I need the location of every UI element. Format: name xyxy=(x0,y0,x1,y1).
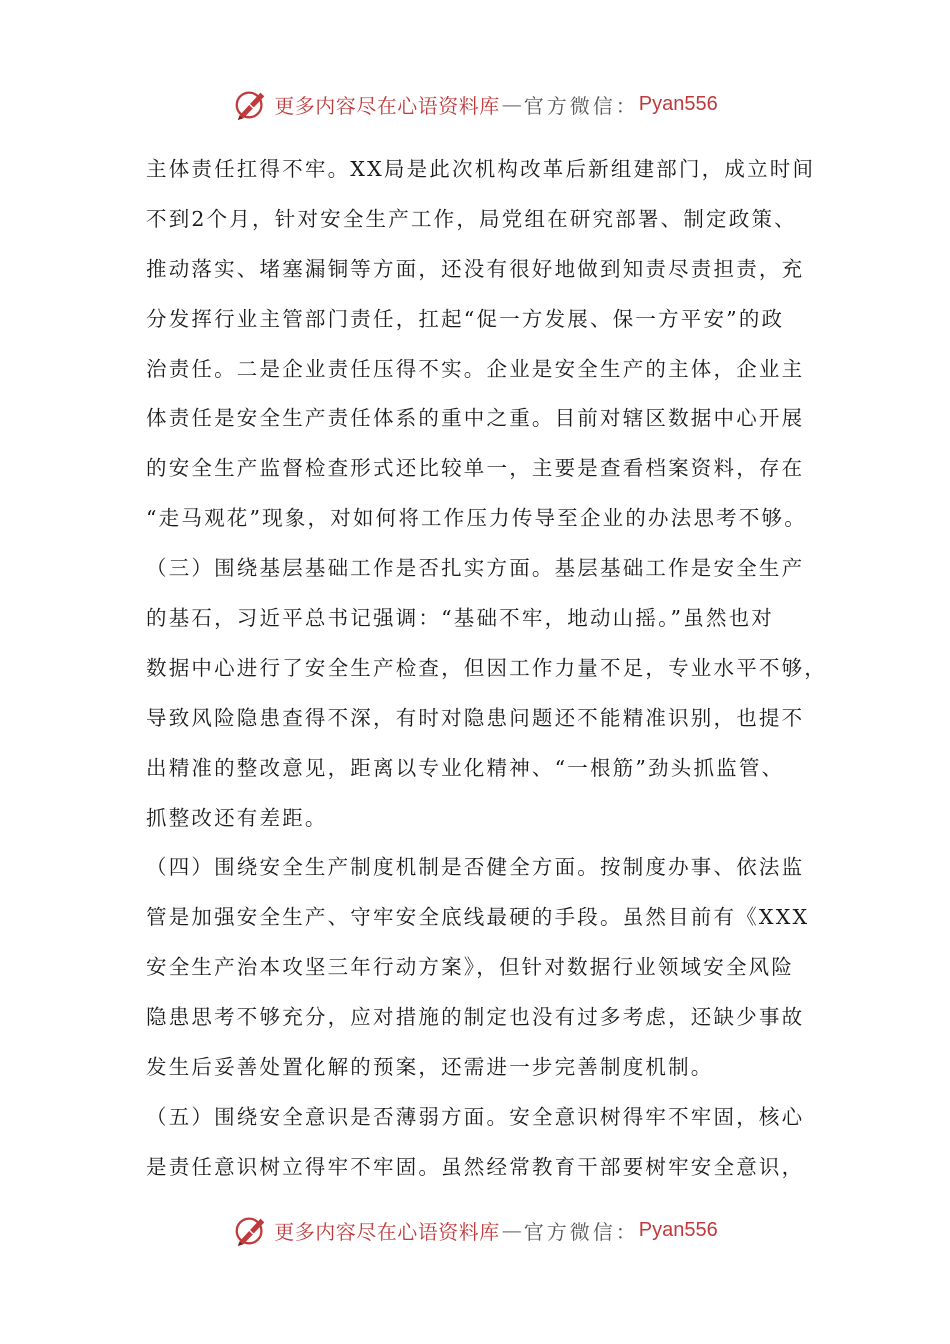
text-line: 的基石，习近平总书记强调：“基础不牢，地动山摇。”虽然也对 xyxy=(146,606,775,631)
text-line: （五）围绕安全意识是否薄弱方面。安全意识树得牢不牢固，核心 xyxy=(146,1104,805,1129)
banner-title: 更多内容尽在心语资料库 xyxy=(274,93,500,118)
text-line: （三）围绕基层基础工作是否扎实方面。基层基础工作是安全生产 xyxy=(146,556,805,581)
document-body xyxy=(146,145,826,1193)
text-line: 是责任意识树立得牢不牢固。虽然经常教育干部要树牢安全意识， xyxy=(146,1154,805,1179)
text-line: 推动落实、堵塞漏铜等方面，还没有很好地做到知责尽责担责，充 xyxy=(146,256,805,281)
text-line: 出精准的整改意见，距离以专业化精神、“一根筋”劲头抓监管、 xyxy=(146,755,785,780)
text-line: 数据中心进行了安全生产检查，但因工作力量不足，专业水平不够， xyxy=(146,655,827,680)
text-line: 抓整改还有差距。 xyxy=(146,805,328,830)
pen-logo-icon xyxy=(232,85,270,123)
banner-wechat-id: Pyan556 xyxy=(638,92,718,115)
footer-banner xyxy=(0,1210,950,1250)
banner-wechat-id: Pyan556 xyxy=(638,1218,718,1241)
text-line: 的安全生产监督检查形式还比较单一，主要是查看档案资料，存在 xyxy=(146,456,805,481)
header-banner xyxy=(0,84,950,124)
text-line: 治责任。二是企业责任压得不实。企业是安全生产的主体，企业主 xyxy=(146,356,805,381)
text-line: 体责任是安全生产责任体系的重中之重。目前对辖区数据中心开展 xyxy=(146,406,805,431)
banner-wechat-label: 官方微信： xyxy=(523,1219,639,1244)
text-line: 隐患思考不够充分，应对措施的制定也没有过多考虑，还缺少事故 xyxy=(146,1005,805,1030)
banner-wechat-label: 官方微信： xyxy=(523,93,639,118)
text-line: 安全生产治本攻坚三年行动方案》，但针对数据行业领域安全风险 xyxy=(146,955,795,980)
banner-title: 更多内容尽在心语资料库 xyxy=(274,1219,500,1244)
pen-logo-icon xyxy=(232,1211,270,1249)
text-line: 发生后妥善处置化解的预案，还需进一步完善制度机制。 xyxy=(146,1055,714,1080)
text-line: 不到2个月，针对安全生产工作，局党组在研究部署、制定政策、 xyxy=(146,206,797,231)
banner-separator: — xyxy=(501,92,522,116)
banner-separator: — xyxy=(501,1218,522,1242)
text-line: 主体责任扛得不牢。XX局是此次机构改革后新组建部门，成立时间 xyxy=(146,157,816,181)
text-line: （四）围绕安全生产制度机制是否健全方面。按制度办事、依法监 xyxy=(146,855,805,880)
text-line: 分发挥行业主管部门责任，扛起“促一方发展、保一方平安”的政 xyxy=(146,306,785,331)
text-line: 导致风险隐患查得不深，有时对隐患问题还不能精准识别，也提不 xyxy=(146,705,805,730)
text-line: “走马观花”现象，对如何将工作压力传导至企业的办法思考不够。 xyxy=(146,506,807,531)
text-line: 管是加强安全生产、守牢安全底线最硬的手段。虽然目前有《XXX xyxy=(146,905,810,930)
